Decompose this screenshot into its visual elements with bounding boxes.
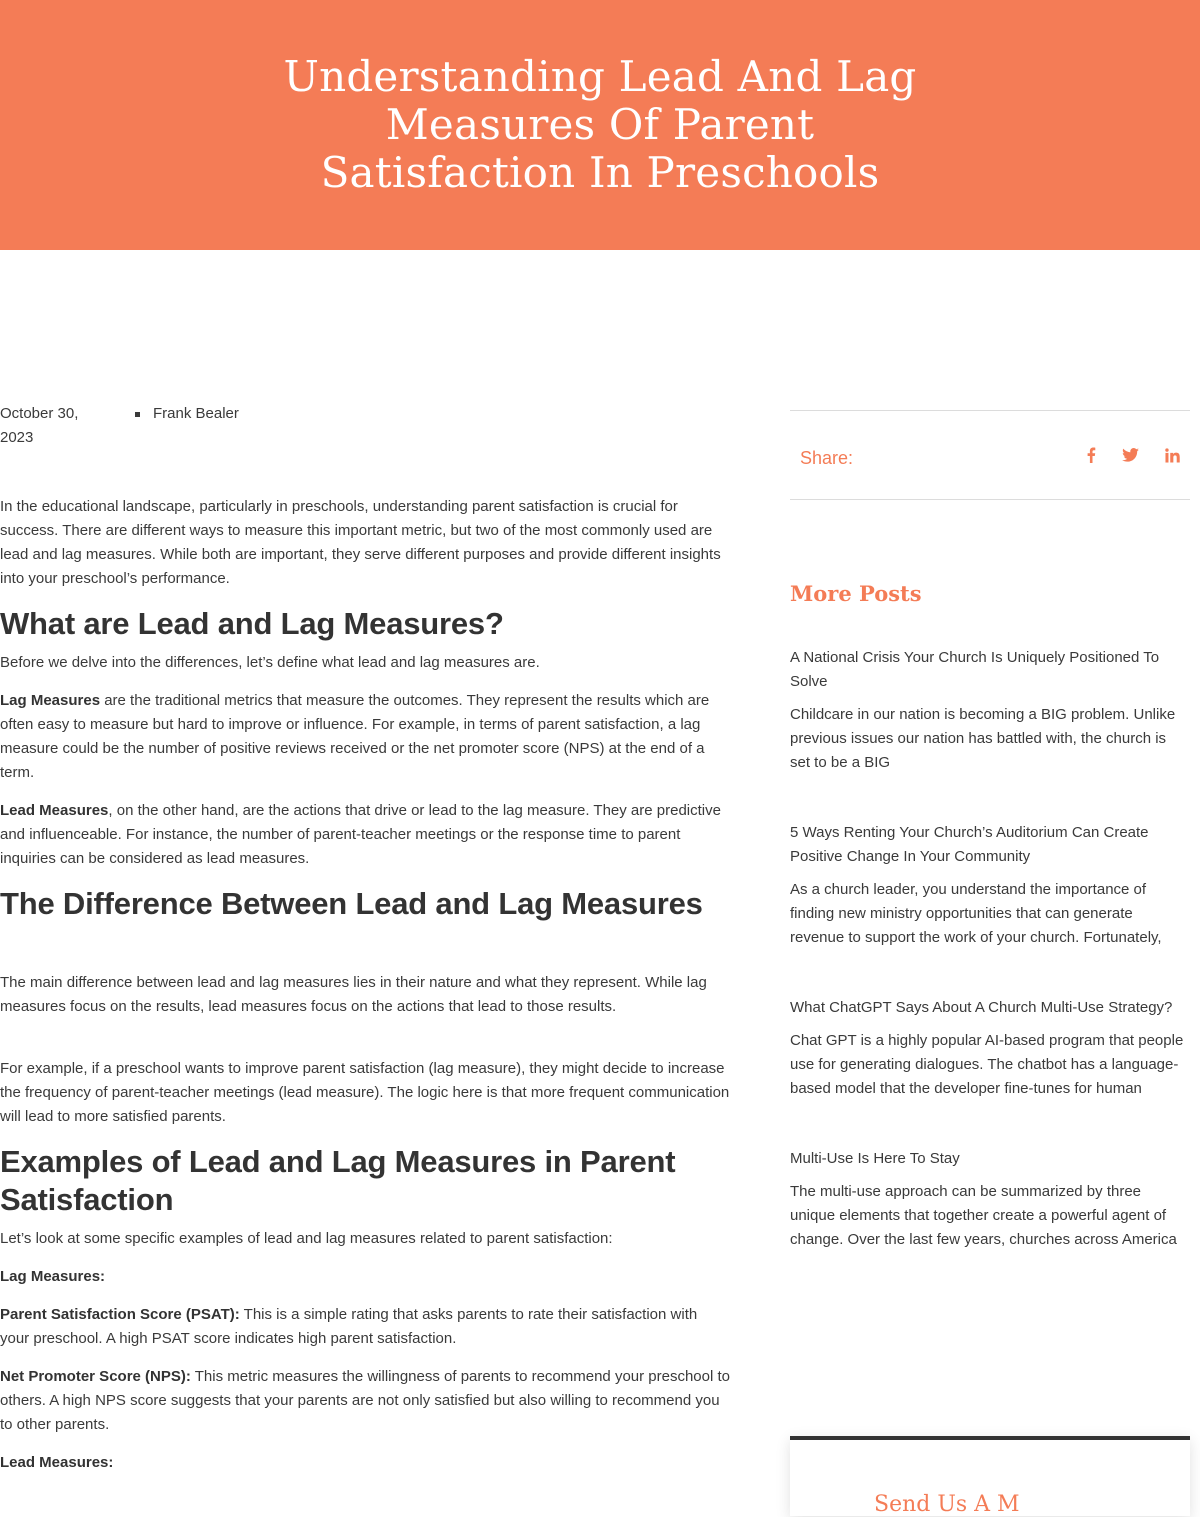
psat-paragraph [0, 1303, 730, 1351]
share-bar [790, 410, 1190, 500]
article [0, 400, 730, 1489]
nps-paragraph [0, 1365, 730, 1437]
psat-text: This is a simple rating that asks parents to rate their satisfaction with your preschool. A high PSAT score indicates high parent satisfaction. [0, 1306, 698, 1347]
post-excerpt: The multi-use approach can be summarized by three unique elements that together create a powerful agent of change. Over the last few years, churches across America [790, 1183, 1177, 1248]
author-name[interactable]: Frank Bealer [153, 405, 239, 422]
page-title: Understanding Lead And Lag Measures Of Parent Satisfaction In Preschools [283, 52, 917, 197]
post-link[interactable]: Multi-Use Is Here To Stay [790, 1150, 960, 1167]
post-excerpt: Chat GPT is a highly popular AI-based program that people use for generating dialogues. The chatbot has a language-based model that the developer fine-tunes for human [790, 1032, 1184, 1097]
more-posts-list [790, 646, 1190, 1252]
contact-form-title: Send Us A M [874, 1492, 1020, 1517]
hero-banner [0, 0, 1200, 250]
lead-measures-term: Lead Measures [0, 802, 109, 819]
post-link[interactable]: What ChatGPT Says About A Church Multi-Use Strategy? [790, 999, 1173, 1016]
lag-measures-subheading [0, 1265, 730, 1289]
facebook-icon[interactable] [1086, 447, 1096, 463]
examples-intro-paragraph: Let’s look at some specific examples of lead and lag measures related to parent satisfaction: [0, 1230, 613, 1247]
lag-measures-subheading-text: Lag Measures: [0, 1268, 106, 1285]
list-item [790, 646, 1190, 775]
list-item [790, 1147, 1190, 1252]
post-meta [0, 400, 730, 495]
lead-measures-paragraph [0, 799, 730, 871]
list-item [790, 996, 1190, 1101]
difference-paragraph: The main difference between lead and lag measures lies in their nature and what they represent. While lag measures focus on the results, lead measures focus on the actions that lead to those results. [0, 974, 707, 1015]
list-item [790, 821, 1190, 950]
share-label: Share: [800, 447, 854, 468]
post-link[interactable]: 5 Ways Renting Your Church’s Auditorium Can Create Positive Change In Your Community [790, 824, 1149, 865]
share-icons [1086, 447, 1180, 463]
lag-measures-text: are the traditional metrics that measure the outcomes. They represent the results which are often easy to measure but hard to improve or influence. For example, in terms of parent satisfaction, a lag measure could be the number of positive reviews received or the net promoter score (NPS) at the end of a term. [0, 692, 710, 781]
heading-examples: Examples of Lead and Lag Measures in Parent Satisfaction [0, 1144, 676, 1217]
post-date: October 30, 2023 [0, 405, 79, 446]
post-author[interactable] [135, 402, 239, 426]
linkedin-icon[interactable] [1165, 448, 1180, 463]
lag-measures-paragraph [0, 689, 730, 785]
lead-measures-text: , on the other hand, are the actions that drive or lead to the lag measure. They are predictive and influenceable. For instance, the number of parent-teacher meetings or the response time to parent inquiries can be considered as lead measures. [0, 802, 721, 867]
intro-paragraph: In the educational landscape, particularly in preschools, understanding parent satisfaction is crucial for success. There are different ways to measure this important metric, but two of the most commonly used are lead and lag measures. While both are important, they serve different purposes and provide different insights into your preschool’s performance. [0, 498, 721, 587]
post-link[interactable]: A National Crisis Your Church Is Uniquely Positioned To Solve [790, 649, 1160, 690]
nps-term: Net Promoter Score (NPS): [0, 1368, 191, 1385]
sidebar [790, 410, 1190, 1298]
lead-measures-subheading-text: Lead Measures: [0, 1454, 114, 1471]
lead-measures-subheading [0, 1451, 730, 1475]
post-excerpt: As a church leader, you understand the importance of finding new ministry opportunities that can generate revenue to support the work of your church. Fortunately, [790, 881, 1162, 946]
twitter-icon[interactable] [1122, 448, 1139, 462]
heading-difference: The Difference Between Lead and Lag Measures [0, 886, 703, 921]
example-paragraph: For example, if a preschool wants to improve parent satisfaction (lag measure), they might decide to increase the frequency of parent-teacher meetings (lead measure). The logic here is that more frequent communication will lead to more satisfied parents. [0, 1060, 730, 1125]
contact-form-card [790, 1436, 1190, 1516]
lag-measures-term: Lag Measures [0, 692, 101, 709]
define-paragraph: Before we delve into the differences, let’s define what lead and lag measures are. [0, 654, 540, 671]
psat-term: Parent Satisfaction Score (PSAT): [0, 1306, 240, 1323]
more-posts-title: More Posts [790, 581, 922, 606]
post-excerpt: Childcare in our nation is becoming a BIG problem. Unlike previous issues our nation has battled with, the church is set to be a BIG [790, 706, 1176, 771]
bullet-icon [135, 412, 140, 417]
nps-text: This metric measures the willingness of parents to recommend your preschool to others. A high NPS score suggests that your parents are not only satisfied but also willing to recommend you to other parents. [0, 1368, 731, 1433]
heading-what-are-measures: What are Lead and Lag Measures? [0, 606, 504, 641]
